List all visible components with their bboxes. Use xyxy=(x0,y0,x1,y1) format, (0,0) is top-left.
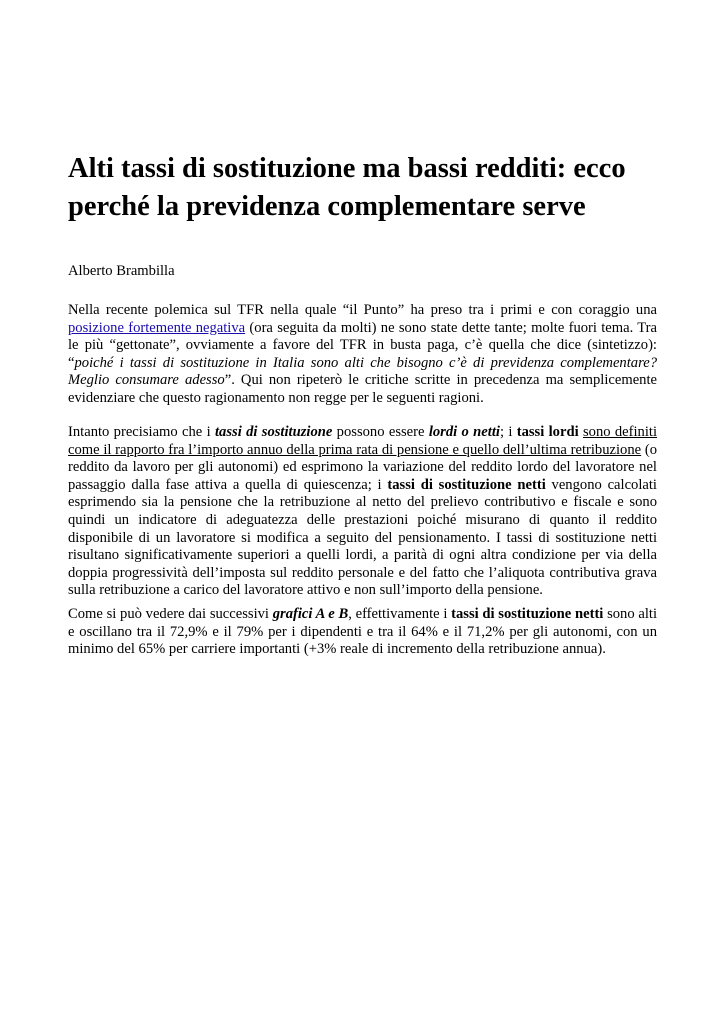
article-title: Alti tassi di sostituzione ma bassi redditi: ecco perché la previdenza complementare serve xyxy=(68,153,626,222)
p3-term-net-rates: tassi di sostituzione netti xyxy=(451,606,604,622)
p3-text-1: Come si può vedere dai successivi xyxy=(68,606,273,622)
p1-text-2: (ora seguita da molti) ne sono state dette tante; molte fuori tema. Tra le più “gettonate”, ovviamente a favore del TFR in busta paga, c’è quella che dice (sintetizzo): “ xyxy=(68,319,657,371)
paragraph-definitions xyxy=(68,424,657,600)
p1-quote: poiché i tassi di sostituzione in Italia sono alti che bisogno c’è di previdenza complementare? Meglio consumare adesso xyxy=(68,354,657,389)
paragraph-intro xyxy=(68,302,657,408)
p2-text-6: vengono calcolati esprimendo sia la pensione che la retribuzione al netto del prelievo contributivo e fiscale e sono quindi un indicatore di adeguatezza delle prestazioni poiché misurano di quanto il reddito disponibile di un lavoratore si modifica a seguito del pensionamento. I tassi di sostituzione netti risultano significativamente superiori a quelli lordi, a parità di ogni altra condizione per via della doppia progressività dell’imposta sul reddito personale e del fatto che l’aliquota contributiva grava sulla retribuzione a carico del lavoratore attivo e non sull’importo della pensione. xyxy=(68,476,657,599)
p1-text-3: ”. Qui non ripeterò le critiche scritte in precedenza ma semplicemente evidenziare che questo ragionamento non regge per le seguenti ragioni. xyxy=(68,372,657,406)
p3-term-charts: grafici A e B xyxy=(272,606,349,622)
negative-position-link[interactable]: posizione fortemente negativa xyxy=(68,319,246,336)
p2-term-gross-rates: tassi lordi xyxy=(516,424,579,440)
p2-term-replacement-rates: tassi di sostituzione xyxy=(215,424,333,440)
p2-text-1: Intanto precisiamo che i xyxy=(68,424,215,440)
author-name: Alberto Brambilla xyxy=(68,263,175,279)
p2-text-5: (o reddito da lavoro per gli autonomi) ed esprimono la variazione del reddito lordo del lavoratore nel passaggio dalla fase attiva a quella di quiescenza; i xyxy=(68,441,657,493)
p2-text-3: ; i xyxy=(499,424,517,440)
paragraph-charts-reference xyxy=(68,606,657,659)
p2-text-2: possono essere xyxy=(332,424,429,440)
p3-text-3: sono alti e oscillano tra il 72,9% e il 79% per i dipendenti e tra il 64% e il 71,2% per gli autonomi, con un minimo del 65% per carriere importanti (+3% reale di incremento della retribuzione annua). xyxy=(68,606,658,658)
p2-term-gross-or-net: lordi o netti xyxy=(428,424,500,440)
p2-term-net-rates: tassi di sostituzione netti xyxy=(387,476,546,493)
p2-definition-underlined: sono definiti come il rapporto fra l’importo annuo della prima rata di pensione e quello dell’ultima retribuzione xyxy=(68,424,658,458)
p3-text-2: , effettivamente i xyxy=(348,606,452,622)
p1-text-1: Nella recente polemica sul TFR nella quale “il Punto” ha preso tra i primi e con coraggio una xyxy=(68,302,657,318)
